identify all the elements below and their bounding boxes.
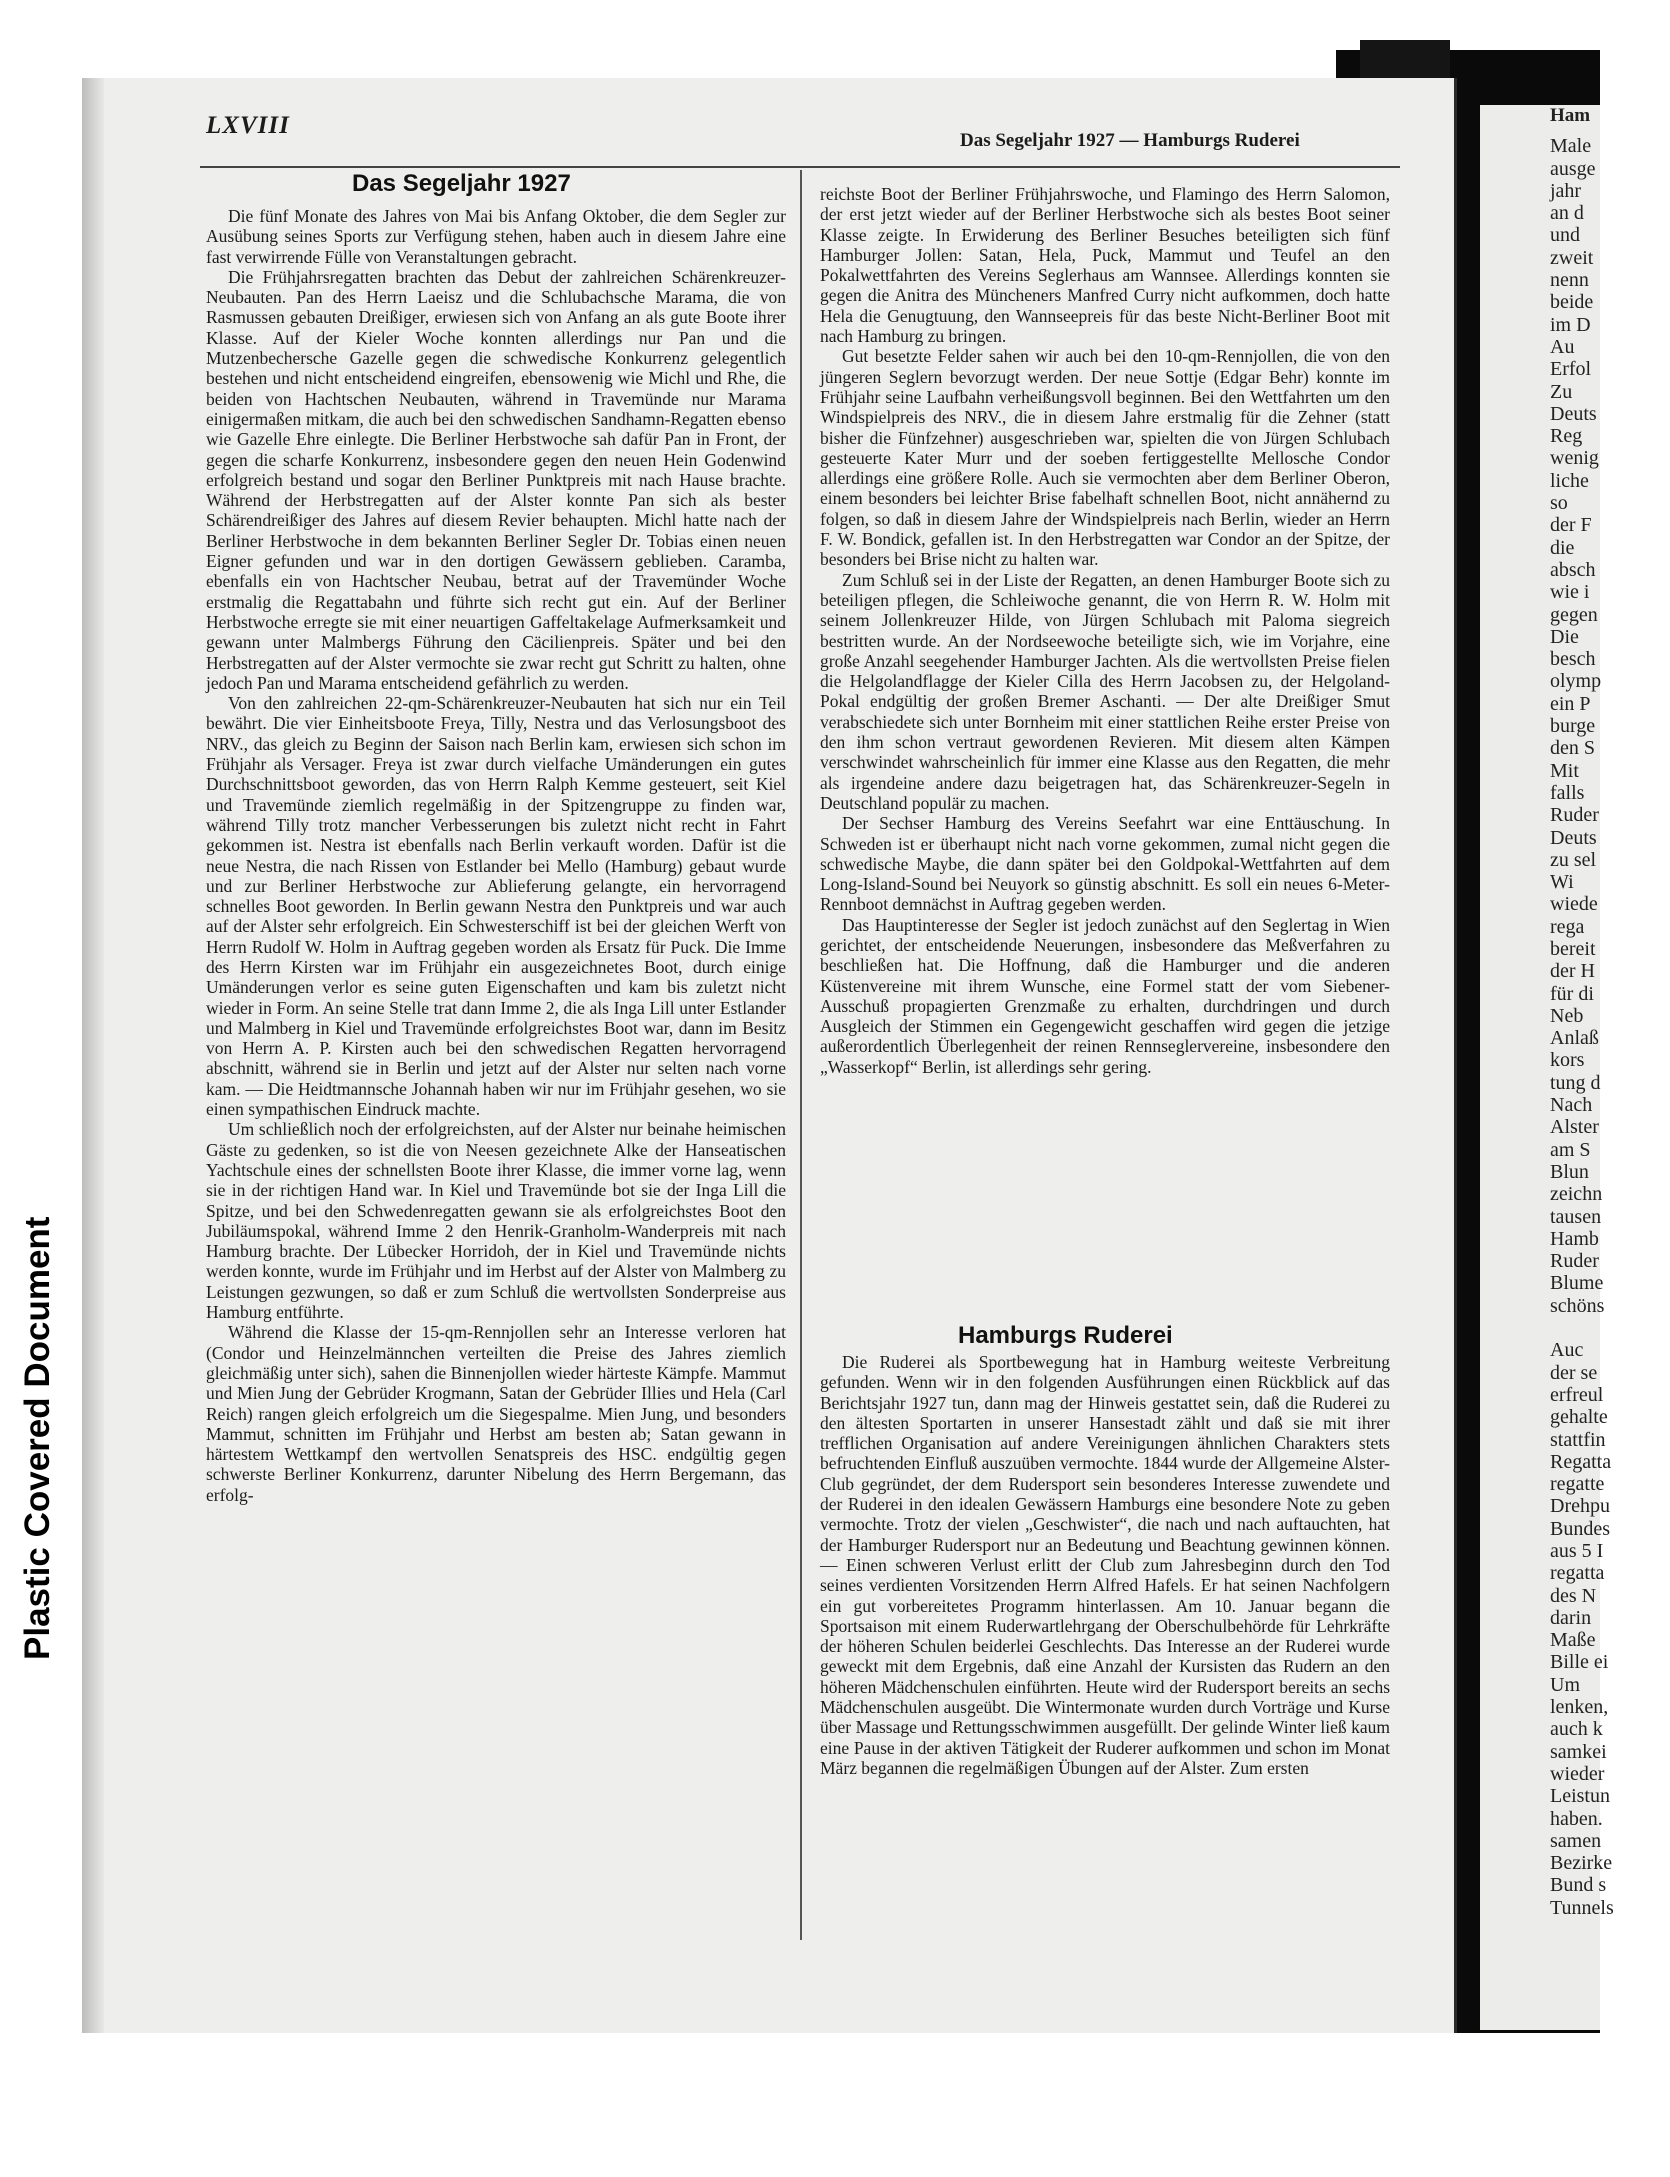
- facing-line: wie i: [1550, 581, 1590, 604]
- facing-line: lenken,: [1550, 1696, 1609, 1719]
- facing-line: wieder: [1550, 1762, 1605, 1785]
- side-label: Plastic Covered Document: [18, 1216, 57, 1660]
- paragraph: Die Frühjahrsregatten brachten das Debut der zahlreichen Schärenkreuzer-Neubauten. Pan des Herrn Laeisz und die Schlubachsche Marama, die von Rasmussen gebauten Dreißiger, erwiesen sich von Anfang an als gute Boote ihrer Klasse. Auf der Kieler Woche konnten allerdings nur Pan und die Mutzenbechersche Gazelle gegen die schwedische Konkurrenz gelegentlich bestehen und nicht entscheidend eingreifen, ebensowenig wie Michl und Rhe, die beiden von Hachtschen Neubauten, während in Travemünde nur Marama einigermaßen mitkam, die auch bei den schwedischen Sandhamn-Regatten ebenso wie Gazelle Ehre einlegte. Die Berliner Herbstwoche sah dafür Pan in Front, der gegen die scharfe Konkurrenz, insbesondere gegen den neuen Hein Godenwind erfolgreich bestand und sogar den Berliner Punktpreis mit nach Hause brachte. Während der Herbstregatten auf der Alster konnte Pan sich als bester Schärendreißiger des Jahres auf diesem Revier behaupten. Michl hatte nach der Berliner Herbstwoche in dem bekannten Berliner Segler Dr. Tobias einen neuen Eigner gefunden und war in den dortigen Gewässern geblieben. Caramba, ebenfalls ein von Hachtscher Neubau, betrat auf der Travemünder Woche erstmalig die Regattabahn und führte sich recht gut ein. Auf der Berliner Herbstwoche erregte sie mit einer neuartigen Gaffeltakelage Aufmerksamkeit und gewann unter Malmbergs Führung den Cäcilienpreis. Später und bei den Herbstregatten auf der Alster vermochte sie zwar recht gut Schritt zu halten, ohne jedoch Pan und Marama entscheidend gefährlich zu werden.: [206, 266, 786, 693]
- article2-column: [820, 1352, 1390, 1778]
- facing-line: Auc: [1550, 1339, 1584, 1362]
- facing-page: [1480, 105, 1614, 2030]
- facing-line: Regatta: [1550, 1450, 1612, 1473]
- facing-line: und: [1550, 224, 1580, 247]
- article1-right-column: [820, 184, 1390, 1077]
- facing-line: Nach: [1550, 1094, 1593, 1117]
- facing-line: rega: [1550, 915, 1585, 938]
- facing-line: zu sel: [1550, 848, 1597, 871]
- facing-line: Die: [1550, 625, 1579, 648]
- paragraph: reichste Boot der Berliner Frühjahrswoche, und Flamingo des Herrn Salomon, der erst jetzt wieder auf der Berliner Herbstwoche sich als bestes Boot seiner Klasse zeigte. In Erwiderung des Berliner Besuches beteiligten sich fünf Hamburger Jollen: Satan, Hela, Puck, Mammut und Teufel an den Pokalwettfahrten des Vereins Seglerhaus am Wannsee. Allerdings konnten sie gegen die Anitra des Müncheners Manfred Curry nicht aufkommen, doch hatte Hela die Genugtuung, den Wannseepreis für das beste Nicht-Berliner Boot mit nach Hamburg zu bringen.: [820, 184, 1390, 347]
- facing-line: besch: [1550, 648, 1596, 671]
- facing-line: Deuts: [1550, 402, 1597, 425]
- facing-line: der H: [1550, 960, 1595, 983]
- facing-line: stattfin: [1550, 1428, 1606, 1451]
- paragraph: Die Ruderei als Sportbewegung hat in Hamburg weiteste Verbreitung gefunden. Wenn wir in den folgenden Ausführungen einen Rückblick auf das Berichtsjahr 1927 tun, dann mag der Hinweis gestattet sein, daß die Ruderei zu den ältesten Sportarten in unserer Hansestadt zählt und daß sie mit ihrer trefflichen Organisation auf andere Vereinigungen ähnlichen Charakters stets befruchtenden Einfluß auszuüben vermochte. 1844 wurde der Allgemeine Alster-Club gegründet, der dem Rudersport sein besonderes Interesse zuwendete und der Ruderei in den idealen Gewässern Hamburgs eine besondere Note zu geben vermochte. Trotz der vielen „Geschwister“, die nach und nach auftauchten, hat der Hamburger Rudersport nur an Bedeutung und Beachtung gewinnen können. — Einen schweren Verlust erlitt der Club zum Jahresbeginn durch den Tod seines verdienten Vorsitzenden Herrn Alfred Hafels. Er hat seinen Nachfolgern ein gut vorbereitetes Programm hinterlassen. Am 10. Januar begann die Sportsaison mit einem Ruderwartlehrgang der Oberschulbehörde für Lehrkräfte der höheren Schulen beiderlei Geschlechts. Das Interesse an der Ruderei wurde geweckt mit dem Ergebnis, daß eine Anzahl der Kursisten das Rudern an den höheren Mädchenschulen einführten. Heute wird der Rudersport bereits an sechs Mädchenschulen ausgeübt. Die Wintermonate wurden durch Vorträge und Kurse über Massage und Rettungsschwimmen ausgefüllt. Der gelinde Winter ließ kaum eine Pause in der aktiven Tätigkeit der Ruderer aufkommen und schon im Monat März begannen die regelmäßigen Übungen auf der Alster. Zum ersten: [820, 1352, 1390, 1778]
- running-head: Das Segeljahr 1927 — Hamburgs Ruderei: [960, 130, 1300, 151]
- facing-line: bereit: [1550, 937, 1596, 960]
- facing-line: [1550, 1317, 1670, 1339]
- paragraph: Zum Schluß sei in der Liste der Regatten, an denen Hamburger Boote sich zu beteiligen pflegen, die Schleiwoche genannt, die von Herrn R. W. Holm mit seinem Jollenkreuzer Hilde, von Jürgen Schlubach mit Paloma siegreich bestritten wurde. An der Nordseewoche beteiligte sich, wie im Vorjahre, eine große Anzahl seegehender Hamburger Jachten. Als die wertvollsten Preise fielen die Helgolandflagge der Kieler Cilla des Herrn Jacobsen zu, der Helgoland-Pokal endgültig der großen Bremer Aschanti. — Der alte Dreißiger Smut verabschiedete sich unter Bornheim mit einer stattlichen Reihe erster Preise von den ihm schon vertraut gewordenen Revieren. Mit diesem alten Kämpen verschwindet wahrscheinlich für immer eine Klasse aus den Regatten, die mehr als irgendeine andere dazu beigetragen hat, das Schärenkreuzer-Segeln in Deutschland populär zu machen.: [820, 569, 1390, 813]
- facing-line: am S: [1550, 1138, 1591, 1161]
- facing-line: für di: [1550, 982, 1594, 1005]
- facing-running-head: Ham: [1550, 105, 1591, 126]
- facing-line: ausge: [1550, 157, 1596, 180]
- facing-page-text: [1550, 105, 1670, 1919]
- facing-line: regatte: [1550, 1473, 1605, 1496]
- facing-line: im D: [1550, 313, 1591, 336]
- facing-line: Bundes: [1550, 1517, 1610, 1540]
- scan-margin: [0, 50, 82, 2033]
- facing-line: den S: [1550, 737, 1595, 760]
- facing-line: Blun: [1550, 1160, 1589, 1183]
- facing-line: Ruder: [1550, 1250, 1599, 1273]
- facing-line: so: [1550, 492, 1568, 515]
- facing-line: Male: [1550, 135, 1592, 158]
- facing-line: Drehpu: [1550, 1495, 1610, 1518]
- facing-line: regatta: [1550, 1562, 1605, 1585]
- facing-line: Um: [1550, 1673, 1580, 1696]
- paragraph: Das Hauptinteresse der Segler ist jedoch zunächst auf den Seglertag in Wien gerichtet, der entscheidende Neuerungen, insbesondere das Meßverfahren zu beschließen hat. Die Hoffnung, daß die Hamburger und die anderen Küstenvereine mit ihrem Wunsche, eine Formel statt der vom Siebener-Ausschuß propagierten Grenzmaße zu erhalten, durchdringen und durch Ausgleich der Stimmen ein Gegengewicht geschaffen wird gegen die jetzige außerordentlich Überlegenheit der reinen Rennseglervereine, insbesondere den „Wasserkopf“ Berlin, ist allerdings sehr gering.: [820, 914, 1390, 1077]
- facing-line: Erfol: [1550, 358, 1592, 381]
- facing-line: tung d: [1550, 1071, 1601, 1094]
- page-binding-shadow: [82, 78, 104, 2033]
- header-rule: [200, 166, 1400, 168]
- facing-line: tausen: [1550, 1205, 1602, 1228]
- facing-line: auch k: [1550, 1718, 1603, 1741]
- facing-line: Mit: [1550, 759, 1579, 782]
- facing-line: Bille ei: [1550, 1651, 1609, 1674]
- paragraph: Von den zahlreichen 22-qm-Schärenkreuzer-Neubauten hat sich nur ein Teil bewährt. Die vier Einheitsboote Freya, Tilly, Nestra und das Verlosungsboot des NRV., das gleich zu Beginn der Saison nach Berlin kam, erwiesen sich schon im Frühjahr als Versager. Freya ist zwar durch vielfache Umänderungen ein gutes Durchschnittsboot geworden, das von Herrn Ralph Kemme gesteuert, seit Kiel und Travemünde ziemlich regelmäßig in der Spitzengruppe zu finden war, während Tilly trotz mancher Verbesserungen bis zuletzt nicht recht in Fahrt gekommen ist. Nestra ist ebenfalls nach Berlin verkauft worden. Dafür ist die neue Nestra, die nach Rissen von Estlander bei Mello (Hamburg) gebaut wurde und zur Berliner Herbstwoche zur Ablieferung gelangte, ein hervorragend schnelles Boot geworden. In Berlin gewann Nestra den Punktpreis und war auch auf der Alster sehr erfolgreich. Ein Schwesterschiff ist bei der gleichen Werft von Herrn Rudolf W. Holm in Auftrag gegeben worden als Ersatz für Puck. Die Imme des Herrn Kirsten war im Frühjahr ein ausgezeichnetes Boot, durch einige Umänderungen verlor es seine guten Eigenschaften und kam bis zuletzt nicht wieder in Form. An seine Stelle trat dann Imme 2, die als Inga Lill unter Estlander und Malmberg in Kiel und Travemünde erfolgreichstes Boot war, dann im Besitz von Herrn A. P. Kirsten auch bei den schwedischen Regatten hervorragend abschnitt, während sie in Berlin und jetzt auf der Alster nur selten nach vorne kam. — Die Heidtmannsche Johannah haben wir nur im Frühjahr gesehen, wo sie einen sympathischen Eindruck machte.: [206, 693, 786, 1120]
- facing-line: samen: [1550, 1829, 1602, 1852]
- facing-line: wenig: [1550, 447, 1599, 470]
- facing-line: zweit: [1550, 246, 1594, 269]
- facing-line: Tunnels: [1550, 1896, 1614, 1919]
- paragraph: Während die Klasse der 15-qm-Rennjollen sehr an Interesse verloren hat (Condor und Heinzelmännchen verteilten die Preise des Jahres ziemlich gleichmäßig unter sich), sahen die Binnenjollen wieder härteste Kämpfe. Mammut und Mien Jung der Gebrüder Krogmann, Satan der Gebrüder Illies und Hela (Carl Reich) rangen gleich erfolgreich um die Siegespalme. Mien Jung, und besonders Mammut, schnitten im Frühjahr und Herbst am besten ab; Satan gewann in härtestem Wettkampf den wertvollen Senatspreis des HSC. endgültig gegen schwerste Berliner Konkurrenz, darunter Nibelung des Herrn Bergemann, das erfolg-: [206, 1322, 786, 1505]
- facing-line: Ruder: [1550, 804, 1599, 827]
- facing-line: erfreul: [1550, 1383, 1604, 1406]
- article1-left-column: [206, 206, 786, 1505]
- facing-line: kors: [1550, 1049, 1585, 1072]
- article-title-segeljahr: Das Segeljahr 1927: [352, 170, 571, 197]
- facing-line: burge: [1550, 715, 1596, 738]
- facing-line: Au: [1550, 335, 1575, 358]
- facing-line: gehalte: [1550, 1406, 1608, 1429]
- paragraph: Die fünf Monate des Jahres von Mai bis Anfang Oktober, die dem Segler zur Ausübung seines Sports zur Verfügung stehen, haben auch in diesem Jahre eine fast verwirrende Fülle von Veranstaltungen gebracht.: [206, 206, 786, 267]
- facing-line: Reg: [1550, 425, 1583, 448]
- facing-line: ein P: [1550, 692, 1591, 715]
- facing-line: Deuts: [1550, 826, 1597, 849]
- column-rule: [800, 170, 802, 1940]
- paragraph: Gut besetzte Felder sahen wir auch bei den 10-qm-Rennjollen, die von den jüngeren Seglern bevorzugt werden. Der neue Sottje (Edgar Behr) konnte im Frühjahr seine Laufbahn verheißungsvoll beginnen. Bei den Wettfahrten um den Windspielpreis des NRV., die in diesem Jahre erstmalig für die Zehner (statt bisher die Fünfzehner) ausgeschrieben war, spielten die von Jürgen Schlubach gesteuerte Kater Murr und der soeben fertiggestellte Mellosche Condor allerdings eine größere Rolle. Auch sie vermochten aber dem Berliner Oberon, einem besonders bei leichter Brise fabelhaft schnellen Boot, nicht annähernd zu folgen, so daß in diesem Jahre der Windspielpreis nach Berlin, wieder an Herrn F. W. Bondick, gefallen ist. In den Herbstregatten war Condor an der Spitze, der besonders bei Brise nicht zu halten war.: [820, 346, 1390, 570]
- facing-line: haben.: [1550, 1807, 1603, 1830]
- facing-line: darin: [1550, 1606, 1592, 1629]
- article-title-ruderei: Hamburgs Ruderei: [958, 1322, 1173, 1349]
- facing-line: jahr: [1550, 179, 1582, 202]
- facing-line: schöns: [1550, 1294, 1605, 1317]
- paragraph: Der Sechser Hamburg des Vereins Seefahrt war eine Enttäuschung. In Schweden ist er überhaupt nicht nach vorne gekommen, zumal nicht gegen die schwedische Maybe, die dann später bei den Goldpokal-Wettfahrten auf dem Long-Island-Sound bei Neuyork so günstig abschnitt. Es soll ein neues 6-Meter-Rennboot demnächst in Auftrag gegeben werden.: [820, 813, 1390, 915]
- facing-line: Bezirke: [1550, 1852, 1613, 1875]
- facing-line: der se: [1550, 1361, 1598, 1384]
- facing-line: Blume: [1550, 1272, 1604, 1295]
- facing-line: Zu: [1550, 380, 1573, 403]
- facing-line: Wi: [1550, 871, 1574, 894]
- facing-line: beide: [1550, 291, 1594, 314]
- facing-line: an d: [1550, 202, 1584, 225]
- facing-line: aus 5 I: [1550, 1540, 1604, 1562]
- facing-line: samkei: [1550, 1740, 1607, 1763]
- page-number: LXVIII: [206, 112, 290, 139]
- scan-top-margin: [82, 50, 1336, 78]
- facing-line: zeichn: [1550, 1183, 1603, 1206]
- facing-line: Anlaß: [1550, 1027, 1599, 1050]
- facing-line: Maße: [1550, 1629, 1596, 1652]
- facing-line: der F: [1550, 514, 1592, 537]
- facing-line: gegen: [1550, 603, 1598, 626]
- facing-line: die: [1550, 536, 1575, 559]
- facing-line: falls: [1550, 781, 1585, 804]
- facing-line: Alster: [1550, 1116, 1599, 1139]
- facing-line: absch: [1550, 558, 1596, 581]
- facing-line: Neb: [1550, 1004, 1584, 1027]
- facing-line: Leistun: [1550, 1785, 1610, 1808]
- facing-line: des N: [1550, 1584, 1597, 1607]
- facing-line: nenn: [1550, 269, 1589, 292]
- facing-line: Bund s: [1550, 1874, 1607, 1897]
- facing-line: liche: [1550, 469, 1589, 492]
- paragraph: Um schließlich noch der erfolgreichsten, auf der Alster nur beinahe heimischen Gäste zu gedenken, so ist die von Neesen gezeichnete Alke der Hanseatischen Yachtschule eines der schnellsten Boote ihrer Klasse, die immer vorne lag, wenn sie in der richtigen Hand war. In Kiel und Travemünde bot sie der Inga Lill die Spitze, und bei den Schwedenregatten gewann sie als erfolgreichstes Boot den Jubiläumspokal, während Imme 2 den Henrik-Granholm-Wanderpreis mit nach Hamburg brachte. Der Lübecker Horridoh, der in Kiel und Travemünde nichts werden konnte, wurde im Frühjahr und im Herbst auf der Alster von Malmberg zu Leistungen gezwungen, so daß er zum Schluß die wertvollsten Sonderpreise aus Hamburg entführte.: [206, 1119, 786, 1323]
- facing-line: wiede: [1550, 893, 1598, 916]
- facing-line: Hamb: [1550, 1227, 1599, 1250]
- facing-line: olymp: [1550, 670, 1602, 693]
